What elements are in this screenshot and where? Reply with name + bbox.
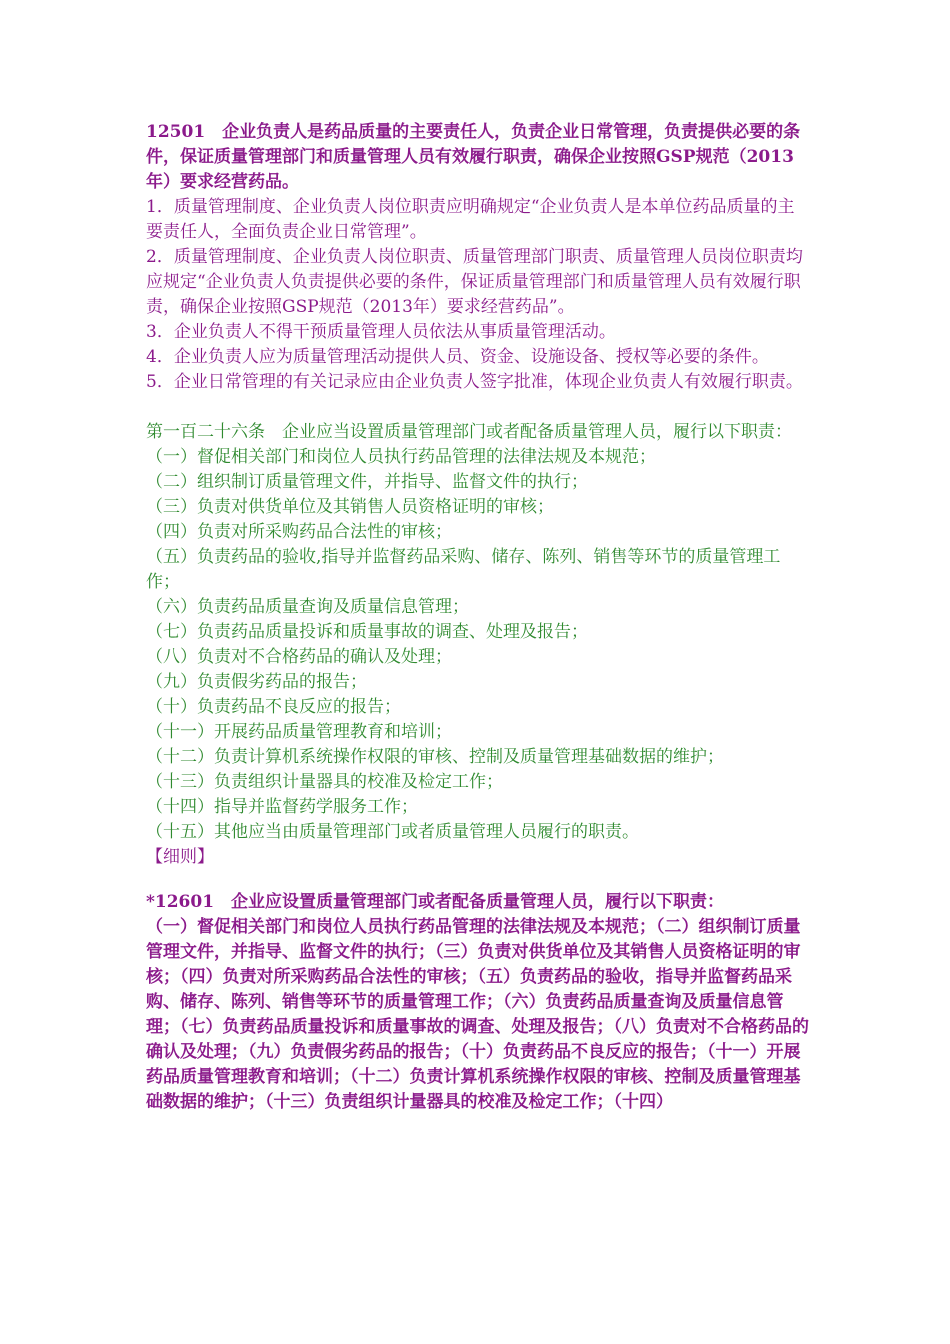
- section-12501-item-2: 2．质量管理制度、企业负责人岗位职责、质量管理部门职责、质量管理人员岗位职责均应规定“企业负责人负责提供必要的条件，保证质量管理部门和质量管理人员有效履行职责，确保企业按照GSP规范（2013年）要求经营药品”。: [146, 247, 803, 317]
- article-126-item-12: （十二）负责计算机系统操作权限的审核、控制及质量管理基础数据的维护；: [146, 747, 724, 767]
- article-126-item-1: （一）督促相关部门和岗位人员执行药品管理的法律法规及本规范；: [146, 447, 656, 467]
- document-page: [146, 120, 810, 1115]
- spacer: [146, 395, 810, 420]
- article-126-item-7: （七）负责药品质量投诉和质量事故的调查、处理及报告；: [146, 622, 588, 642]
- section-12601-heading: *12601 企业应设置质量管理部门或者配备质量管理人员，履行以下职责：: [146, 892, 725, 912]
- section-12501-heading: 12501 企业负责人是药品质量的主要责任人，负责企业日常管理，负责提供必要的条件，保证质量管理部门和质量管理人员有效履行职责，确保企业按照GSP规范（2013年）要求经营药品。: [146, 122, 801, 192]
- spacer: [146, 870, 810, 890]
- article-126-item-6: （六）负责药品质量查询及质量信息管理；: [146, 597, 469, 617]
- article-126-item-3: （三）负责对供货单位及其销售人员资格证明的审核；: [146, 497, 554, 517]
- detail-rules-label: 【细则】: [146, 847, 214, 867]
- section-12501-item-3: 3．企业负责人不得干预质量管理人员依法从事质量管理活动。: [146, 322, 616, 342]
- article-126-item-10: （十）负责药品不良反应的报告；: [146, 697, 401, 717]
- article-126-item-9: （九）负责假劣药品的报告；: [146, 672, 367, 692]
- article-126-item-8: （八）负责对不合格药品的确认及处理；: [146, 647, 452, 667]
- article-126-item-13: （十三）负责组织计量器具的校准及检定工作；: [146, 772, 503, 792]
- article-126-item-4: （四）负责对所采购药品合法性的审核；: [146, 522, 452, 542]
- article-126-item-14: （十四）指导并监督药学服务工作；: [146, 797, 418, 817]
- section-12501-item-5: 5．企业日常管理的有关记录应由企业负责人签字批准，体现企业负责人有效履行职责。: [146, 372, 803, 392]
- section-12601-body: （一）督促相关部门和岗位人员执行药品管理的法律法规及本规范；（二）组织制订质量管理文件，并指导、监督文件的执行；（三）负责对供货单位及其销售人员资格证明的审核；（四）负责对所采购药品合法性的审核；（五）负责药品的验收，指导并监督药品采购、储存、陈列、销售等环节的质量管理工作；（六）负责药品质量查询及质量信息管理；（七）负责药品质量投诉和质量事故的调查、处理及报告；（八）负责对不合格药品的确认及处理；（九）负责假劣药品的报告；（十）负责药品不良反应的报告；（十一）开展药品质量管理教育和培训；（十二）负责计算机系统操作权限的审核、控制及质量管理基础数据的维护；（十三）负责组织计量器具的校准及检定工作；（十四）: [146, 917, 809, 1112]
- article-126-item-15: （十五）其他应当由质量管理部门或者质量管理人员履行的职责。: [146, 822, 639, 842]
- article-126-item-5: （五）负责药品的验收,指导并监督药品采购、储存、陈列、销售等环节的质量管理工作；: [146, 547, 781, 592]
- article-126-item-2: （二）组织制订质量管理文件，并指导、监督文件的执行；: [146, 472, 588, 492]
- section-12501-item-4: 4．企业负责人应为质量管理活动提供人员、资金、设施设备、授权等必要的条件。: [146, 347, 769, 367]
- article-126-heading: 第一百二十六条 企业应当设置质量管理部门或者配备质量管理人员，履行以下职责：: [146, 422, 792, 442]
- section-12501-item-1: 1．质量管理制度、企业负责人岗位职责应明确规定“企业负责人是本单位药品质量的主要责任人，全面负责企业日常管理”。: [146, 197, 795, 242]
- article-126-item-11: （十一）开展药品质量管理教育和培训；: [146, 722, 452, 742]
